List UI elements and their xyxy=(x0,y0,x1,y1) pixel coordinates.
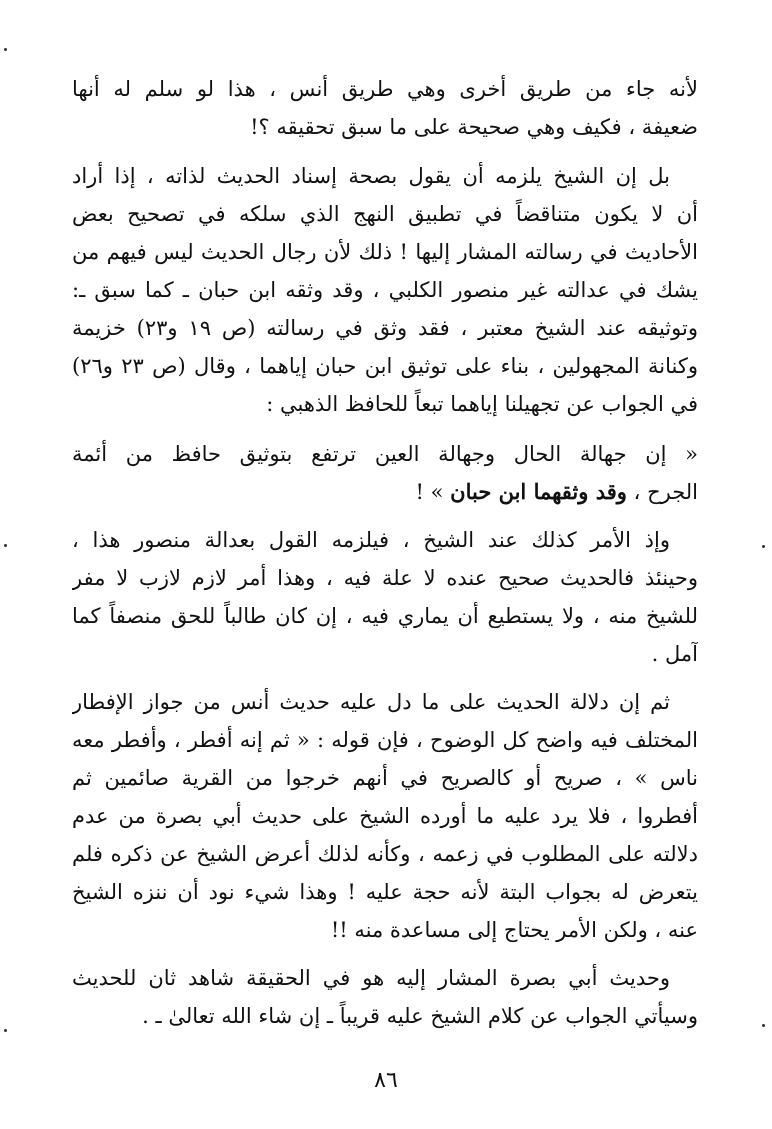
bold-phrase: وقد وثقهما ابن حبان xyxy=(450,479,627,504)
text-line: في الجواب عن تجهيلنا إياهما تبعاً للحافظ الذهبي : xyxy=(266,392,698,416)
scan-dot xyxy=(4,48,7,51)
text-line: الجرح ، وقد وثقهما ابن حبان » ! xyxy=(415,479,698,504)
text-line: آمل . xyxy=(651,642,698,666)
text-line: وحينئذ فالحديث صحيح عنده لا علة فيه ، وهذا أمر لازم لازب لا مفر xyxy=(72,566,698,590)
paragraph-2 xyxy=(72,157,698,423)
text-line: وسيأتي الجواب عن كلام الشيخ عليه قريباً ـ إن شاء الله تعالىٰ ـ . xyxy=(142,1004,698,1028)
text-line: أفطروا ، فلا يرد عليه ما أورده الشيخ على حديث أبي بصرة من عدم xyxy=(72,804,698,828)
scan-dot xyxy=(762,1024,765,1027)
page-number: ٨٦ xyxy=(374,1068,398,1093)
paragraph-3-quote xyxy=(72,435,698,511)
scan-dot xyxy=(4,544,7,547)
text-line: « إن جهالة الحال وجهالة العين ترتفع بتوثيق حافظ من أئمة xyxy=(72,442,698,466)
text-line: وكنانة المجهولين ، بناء على توثيق ابن حبان إياهما ، وقال (ص ٢٣ و٢٦) xyxy=(72,354,698,378)
text-line: بل إن الشيخ يلزمه أن يقول بصحة إسناد الحديث لذاته ، إذا أراد xyxy=(72,164,670,188)
text-line: عنه ، ولكن الأمر يحتاج إلى مساعدة منه !! xyxy=(330,918,698,942)
text-line: الأحاديث في رسالته المشار إليها ! ذلك لأن رجال الحديث ليس فيهم من xyxy=(72,240,698,264)
text-line: يتعرض له بجواب البتة لأنه حجة عليه ! وهذا شيء نود أن ننزه الشيخ xyxy=(72,880,698,904)
paragraph-1 xyxy=(72,70,698,146)
paragraph-4 xyxy=(72,521,698,673)
text-line: للشيخ منه ، ولا يستطيع أن يماري فيه ، إن كان طالباً للحق منصفاً كما xyxy=(72,604,698,628)
scan-dot xyxy=(762,545,765,548)
text-line: دلالته على المطلوب في زعمه ، وكأنه لذلك أعرض الشيخ عن ذكره فلم xyxy=(72,842,698,866)
text-line: وحديث أبي بصرة المشار إليه هو في الحقيقة شاهد ثان للحديث xyxy=(72,966,670,990)
paragraph-5 xyxy=(72,683,698,949)
text-line: ثم إن دلالة الحديث على ما دل عليه حديث أنس من جواز الإفطار xyxy=(72,690,670,714)
text-line: وتوثيقه عند الشيخ معتبر ، فقد وثق في رسالته (ص ١٩ و٢٣) خزيمة xyxy=(72,316,698,340)
text-line: أن لا يكون متناقضاً في تطبيق النهج الذي سلكه في تصحيح بعض xyxy=(72,202,698,226)
text-line: لأنه جاء من طريق أخرى وهي طريق أنس ، هذا لو سلم له أنها xyxy=(72,77,698,101)
text-line: يشك في عدالته غير منصور الكلبي ، وقد وثقه ابن حبان ـ كما سبق ـ: xyxy=(72,278,698,302)
text-line: المختلف فيه واضح كل الوضوح ، فإن قوله : « ثم إنه أفطر ، وأفطر معه xyxy=(72,728,698,752)
text-line: ناس » ، صريح أو كالصريح في أنهم خرجوا من القرية صائمين ثم xyxy=(72,766,698,790)
paragraph-6 xyxy=(72,959,698,1035)
scan-dot xyxy=(4,1029,7,1032)
text-line: ضعيفة ، فكيف وهي صحيحة على ما سبق تحقيقه ؟! xyxy=(250,115,698,139)
text-line: وإذ الأمر كذلك عند الشيخ ، فيلزمه القول بعدالة منصور هذا ، xyxy=(72,528,670,552)
